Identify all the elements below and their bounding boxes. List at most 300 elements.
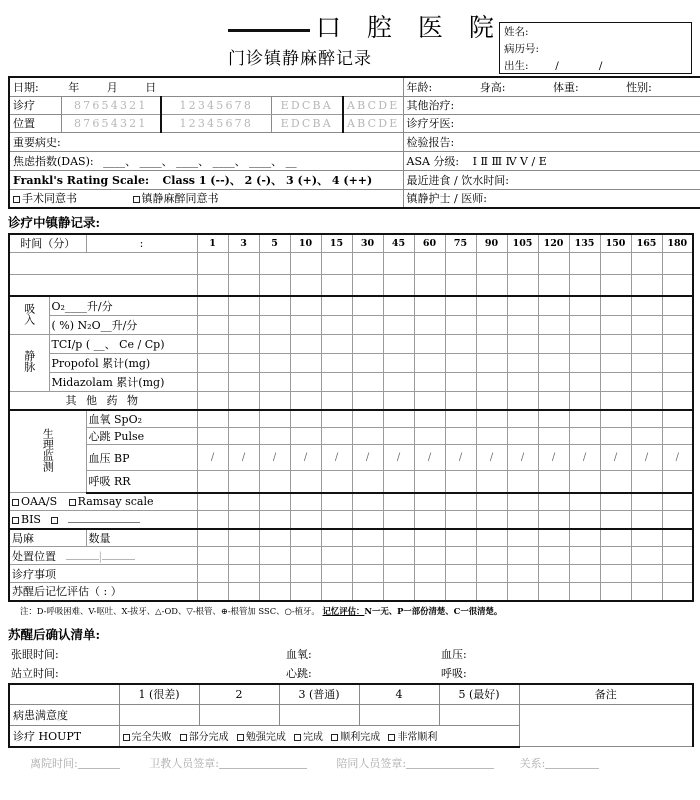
graph-cell[interactable] xyxy=(259,252,290,274)
data-cell[interactable] xyxy=(414,565,445,583)
data-cell[interactable] xyxy=(228,296,259,315)
data-cell[interactable] xyxy=(445,583,476,601)
tooth-upper-right[interactable]: 87654321 xyxy=(61,96,161,114)
data-cell[interactable] xyxy=(290,410,321,428)
data-cell[interactable] xyxy=(383,315,414,334)
data-cell[interactable] xyxy=(662,410,693,428)
data-cell[interactable] xyxy=(228,565,259,583)
data-cell[interactable] xyxy=(414,296,445,315)
data-cell[interactable] xyxy=(290,493,321,511)
data-cell[interactable] xyxy=(631,583,662,601)
graph-cell[interactable] xyxy=(662,252,693,274)
data-cell[interactable] xyxy=(228,391,259,410)
data-cell[interactable] xyxy=(259,296,290,315)
data-cell[interactable] xyxy=(414,372,445,391)
bp-cell[interactable]: / xyxy=(197,445,228,471)
data-cell[interactable] xyxy=(662,296,693,315)
data-cell[interactable] xyxy=(321,493,352,511)
data-cell[interactable] xyxy=(383,334,414,353)
data-cell[interactable] xyxy=(600,391,631,410)
data-cell[interactable] xyxy=(228,471,259,493)
data-cell[interactable] xyxy=(197,565,228,583)
data-cell[interactable] xyxy=(290,565,321,583)
data-cell[interactable] xyxy=(321,353,352,372)
data-cell[interactable] xyxy=(259,315,290,334)
data-cell[interactable] xyxy=(507,353,538,372)
bp-cell[interactable]: / xyxy=(352,445,383,471)
data-cell[interactable] xyxy=(445,547,476,565)
tooth-lower-right[interactable]: 87654321 xyxy=(61,114,161,132)
data-cell[interactable] xyxy=(476,547,507,565)
data-cell[interactable] xyxy=(600,428,631,445)
relation-blank[interactable] xyxy=(545,768,599,769)
data-cell[interactable] xyxy=(538,353,569,372)
data-cell[interactable] xyxy=(476,471,507,493)
data-cell[interactable] xyxy=(445,391,476,410)
graph-cell[interactable] xyxy=(445,252,476,274)
data-cell[interactable] xyxy=(352,315,383,334)
data-cell[interactable] xyxy=(662,511,693,529)
checkbox-ramsay[interactable] xyxy=(69,499,76,506)
data-cell[interactable] xyxy=(445,493,476,511)
data-cell[interactable] xyxy=(569,334,600,353)
data-cell[interactable] xyxy=(538,428,569,445)
data-cell[interactable] xyxy=(259,391,290,410)
bp-cell[interactable]: / xyxy=(321,445,352,471)
data-cell[interactable] xyxy=(321,471,352,493)
data-cell[interactable] xyxy=(445,334,476,353)
data-cell[interactable] xyxy=(352,529,383,547)
data-cell[interactable] xyxy=(476,410,507,428)
position-cross-right[interactable] xyxy=(102,559,135,560)
bis-other-blank[interactable] xyxy=(68,522,140,523)
data-cell[interactable] xyxy=(259,583,290,601)
data-cell[interactable] xyxy=(507,583,538,601)
data-cell[interactable] xyxy=(321,315,352,334)
data-cell[interactable] xyxy=(507,471,538,493)
data-cell[interactable] xyxy=(631,353,662,372)
bp-cell[interactable]: / xyxy=(445,445,476,471)
data-cell[interactable] xyxy=(290,583,321,601)
data-cell[interactable] xyxy=(321,547,352,565)
graph-cell[interactable] xyxy=(538,252,569,274)
data-cell[interactable] xyxy=(569,547,600,565)
graph-cell[interactable] xyxy=(290,274,321,296)
bp-cell[interactable]: / xyxy=(600,445,631,471)
bp-cell[interactable]: / xyxy=(259,445,290,471)
checkbox-sedation-consent[interactable] xyxy=(133,196,140,203)
bp-cell[interactable]: / xyxy=(631,445,662,471)
graph-cell[interactable] xyxy=(600,274,631,296)
data-cell[interactable] xyxy=(569,353,600,372)
data-cell[interactable] xyxy=(197,334,228,353)
data-cell[interactable] xyxy=(631,529,662,547)
data-cell[interactable] xyxy=(476,583,507,601)
graph-cell[interactable] xyxy=(569,252,600,274)
data-cell[interactable] xyxy=(600,529,631,547)
data-cell[interactable] xyxy=(321,296,352,315)
data-cell[interactable] xyxy=(321,391,352,410)
educator-sign-blank[interactable] xyxy=(219,768,307,769)
data-cell[interactable] xyxy=(352,391,383,410)
data-cell[interactable] xyxy=(600,493,631,511)
data-cell[interactable] xyxy=(445,353,476,372)
data-cell[interactable] xyxy=(321,583,352,601)
data-cell[interactable] xyxy=(631,296,662,315)
data-cell[interactable] xyxy=(197,511,228,529)
data-cell[interactable] xyxy=(321,529,352,547)
data-cell[interactable] xyxy=(507,529,538,547)
data-cell[interactable] xyxy=(414,529,445,547)
data-cell[interactable] xyxy=(414,315,445,334)
data-cell[interactable] xyxy=(321,511,352,529)
data-cell[interactable] xyxy=(352,471,383,493)
checkbox-bis-other[interactable] xyxy=(51,517,58,524)
data-cell[interactable] xyxy=(197,296,228,315)
data-cell[interactable] xyxy=(476,353,507,372)
bp-cell[interactable]: / xyxy=(569,445,600,471)
data-cell[interactable] xyxy=(507,315,538,334)
data-cell[interactable] xyxy=(507,410,538,428)
graph-cell[interactable] xyxy=(352,252,383,274)
graph-cell[interactable] xyxy=(352,274,383,296)
data-cell[interactable] xyxy=(445,296,476,315)
data-cell[interactable] xyxy=(569,428,600,445)
satisfaction-cell-5[interactable] xyxy=(439,705,519,726)
data-cell[interactable] xyxy=(290,315,321,334)
data-cell[interactable] xyxy=(383,391,414,410)
graph-cell[interactable] xyxy=(600,252,631,274)
data-cell[interactable] xyxy=(569,391,600,410)
graph-cell[interactable] xyxy=(414,274,445,296)
data-cell[interactable] xyxy=(507,428,538,445)
data-cell[interactable] xyxy=(507,296,538,315)
data-cell[interactable] xyxy=(290,547,321,565)
data-cell[interactable] xyxy=(538,334,569,353)
data-cell[interactable] xyxy=(507,511,538,529)
data-cell[interactable] xyxy=(197,315,228,334)
checkbox-houpt-1[interactable] xyxy=(123,734,130,741)
time-colon-cell[interactable]: : xyxy=(86,234,197,252)
data-cell[interactable] xyxy=(414,428,445,445)
bp-cell[interactable]: / xyxy=(538,445,569,471)
data-cell[interactable] xyxy=(662,334,693,353)
asa-values[interactable]: Ⅰ Ⅱ Ⅲ Ⅳ Ⅴ / E xyxy=(472,154,547,168)
data-cell[interactable] xyxy=(259,334,290,353)
data-cell[interactable] xyxy=(538,547,569,565)
graph-cell[interactable] xyxy=(414,252,445,274)
data-cell[interactable] xyxy=(538,315,569,334)
data-cell[interactable] xyxy=(569,296,600,315)
data-cell[interactable] xyxy=(538,471,569,493)
data-cell[interactable] xyxy=(476,391,507,410)
data-cell[interactable] xyxy=(600,372,631,391)
data-cell[interactable] xyxy=(259,547,290,565)
data-cell[interactable] xyxy=(290,529,321,547)
graph-cell[interactable] xyxy=(290,252,321,274)
graph-cell[interactable] xyxy=(383,252,414,274)
data-cell[interactable] xyxy=(600,410,631,428)
data-cell[interactable] xyxy=(600,583,631,601)
data-cell[interactable] xyxy=(290,334,321,353)
data-cell[interactable] xyxy=(445,428,476,445)
tooth-decid-lower-right[interactable]: EDCBA xyxy=(271,114,343,132)
data-cell[interactable] xyxy=(321,565,352,583)
data-cell[interactable] xyxy=(197,410,228,428)
data-cell[interactable] xyxy=(538,372,569,391)
graph-cell[interactable] xyxy=(259,274,290,296)
data-cell[interactable] xyxy=(445,529,476,547)
data-cell[interactable] xyxy=(383,428,414,445)
data-cell[interactable] xyxy=(197,547,228,565)
data-cell[interactable] xyxy=(662,428,693,445)
data-cell[interactable] xyxy=(352,583,383,601)
data-cell[interactable] xyxy=(600,315,631,334)
discharge-time-blank[interactable] xyxy=(78,768,120,769)
data-cell[interactable] xyxy=(414,410,445,428)
data-cell[interactable] xyxy=(228,353,259,372)
frankl-values[interactable]: Class 1 (--)、 2 (-)、 3 (+)、 4 (++) xyxy=(162,173,373,187)
data-cell[interactable] xyxy=(259,493,290,511)
data-cell[interactable] xyxy=(569,471,600,493)
bp-cell[interactable]: / xyxy=(383,445,414,471)
data-cell[interactable] xyxy=(290,511,321,529)
data-cell[interactable] xyxy=(414,547,445,565)
data-cell[interactable] xyxy=(476,511,507,529)
data-cell[interactable] xyxy=(197,493,228,511)
data-cell[interactable] xyxy=(662,583,693,601)
data-cell[interactable] xyxy=(383,583,414,601)
data-cell[interactable] xyxy=(228,529,259,547)
data-cell[interactable] xyxy=(259,471,290,493)
data-cell[interactable] xyxy=(476,296,507,315)
data-cell[interactable] xyxy=(383,547,414,565)
bp-cell[interactable]: / xyxy=(414,445,445,471)
checkbox-bis[interactable] xyxy=(12,517,19,524)
data-cell[interactable] xyxy=(259,511,290,529)
data-cell[interactable] xyxy=(321,410,352,428)
checkbox-houpt-4[interactable] xyxy=(294,734,301,741)
data-cell[interactable] xyxy=(445,471,476,493)
data-cell[interactable] xyxy=(569,410,600,428)
data-cell[interactable] xyxy=(476,315,507,334)
data-cell[interactable] xyxy=(259,372,290,391)
graph-label-blank-1[interactable] xyxy=(9,252,197,274)
graph-cell[interactable] xyxy=(197,274,228,296)
tooth-upper-left[interactable]: 12345678 xyxy=(161,96,271,114)
data-cell[interactable] xyxy=(259,353,290,372)
data-cell[interactable] xyxy=(352,565,383,583)
data-cell[interactable] xyxy=(538,410,569,428)
graph-cell[interactable] xyxy=(476,252,507,274)
data-cell[interactable] xyxy=(228,334,259,353)
data-cell[interactable] xyxy=(383,471,414,493)
graph-cell[interactable] xyxy=(228,252,259,274)
data-cell[interactable] xyxy=(476,529,507,547)
checkbox-houpt-5[interactable] xyxy=(331,734,338,741)
remarks-cell[interactable] xyxy=(519,705,693,747)
position-cross-left[interactable] xyxy=(66,559,99,560)
graph-cell[interactable] xyxy=(507,252,538,274)
data-cell[interactable] xyxy=(476,565,507,583)
das-blanks[interactable]: ____、 ____、 ____、 ____、 ____、 __ xyxy=(103,154,297,168)
data-cell[interactable] xyxy=(445,511,476,529)
graph-label-blank-2[interactable] xyxy=(9,274,197,296)
satisfaction-cell-4[interactable] xyxy=(359,705,439,726)
data-cell[interactable] xyxy=(290,296,321,315)
graph-cell[interactable] xyxy=(507,274,538,296)
graph-cell[interactable] xyxy=(631,252,662,274)
data-cell[interactable] xyxy=(290,391,321,410)
data-cell[interactable] xyxy=(228,410,259,428)
graph-cell[interactable] xyxy=(445,274,476,296)
data-cell[interactable] xyxy=(569,529,600,547)
data-cell[interactable] xyxy=(507,493,538,511)
data-cell[interactable] xyxy=(569,583,600,601)
data-cell[interactable] xyxy=(228,511,259,529)
data-cell[interactable] xyxy=(352,353,383,372)
satisfaction-cell-1[interactable] xyxy=(119,705,199,726)
satisfaction-cell-3[interactable] xyxy=(279,705,359,726)
data-cell[interactable] xyxy=(507,565,538,583)
tooth-lower-left[interactable]: 12345678 xyxy=(161,114,271,132)
data-cell[interactable] xyxy=(662,372,693,391)
data-cell[interactable] xyxy=(290,372,321,391)
data-cell[interactable] xyxy=(383,565,414,583)
data-cell[interactable] xyxy=(383,529,414,547)
data-cell[interactable] xyxy=(631,372,662,391)
checkbox-oaas[interactable] xyxy=(12,499,19,506)
checkbox-houpt-3[interactable] xyxy=(237,734,244,741)
data-cell[interactable] xyxy=(600,565,631,583)
data-cell[interactable] xyxy=(352,428,383,445)
graph-cell[interactable] xyxy=(662,274,693,296)
data-cell[interactable] xyxy=(538,493,569,511)
data-cell[interactable] xyxy=(321,334,352,353)
data-cell[interactable] xyxy=(662,493,693,511)
bp-cell[interactable]: / xyxy=(507,445,538,471)
graph-cell[interactable] xyxy=(631,274,662,296)
data-cell[interactable] xyxy=(383,372,414,391)
graph-cell[interactable] xyxy=(476,274,507,296)
satisfaction-cell-2[interactable] xyxy=(199,705,279,726)
data-cell[interactable] xyxy=(259,529,290,547)
bp-cell[interactable]: / xyxy=(476,445,507,471)
data-cell[interactable] xyxy=(662,547,693,565)
data-cell[interactable] xyxy=(352,296,383,315)
data-cell[interactable] xyxy=(290,353,321,372)
data-cell[interactable] xyxy=(569,493,600,511)
data-cell[interactable] xyxy=(662,315,693,334)
data-cell[interactable] xyxy=(600,511,631,529)
data-cell[interactable] xyxy=(631,315,662,334)
bp-cell[interactable]: / xyxy=(228,445,259,471)
data-cell[interactable] xyxy=(383,296,414,315)
data-cell[interactable] xyxy=(259,428,290,445)
data-cell[interactable] xyxy=(445,565,476,583)
data-cell[interactable] xyxy=(662,391,693,410)
data-cell[interactable] xyxy=(414,391,445,410)
graph-cell[interactable] xyxy=(383,274,414,296)
graph-cell[interactable] xyxy=(569,274,600,296)
checkbox-houpt-2[interactable] xyxy=(180,734,187,741)
graph-cell[interactable] xyxy=(321,252,352,274)
data-cell[interactable] xyxy=(569,315,600,334)
data-cell[interactable] xyxy=(662,565,693,583)
data-cell[interactable] xyxy=(197,583,228,601)
checkbox-houpt-6[interactable] xyxy=(388,734,395,741)
data-cell[interactable] xyxy=(631,334,662,353)
data-cell[interactable] xyxy=(631,511,662,529)
data-cell[interactable] xyxy=(600,296,631,315)
escort-sign-blank[interactable] xyxy=(406,768,494,769)
data-cell[interactable] xyxy=(631,493,662,511)
bp-cell[interactable]: / xyxy=(662,445,693,471)
data-cell[interactable] xyxy=(631,471,662,493)
data-cell[interactable] xyxy=(259,565,290,583)
data-cell[interactable] xyxy=(352,334,383,353)
data-cell[interactable] xyxy=(352,410,383,428)
data-cell[interactable] xyxy=(414,353,445,372)
data-cell[interactable] xyxy=(259,410,290,428)
data-cell[interactable] xyxy=(445,372,476,391)
data-cell[interactable] xyxy=(352,493,383,511)
data-cell[interactable] xyxy=(476,428,507,445)
data-cell[interactable] xyxy=(414,471,445,493)
tooth-decid-left[interactable]: ABCDE xyxy=(343,96,403,114)
data-cell[interactable] xyxy=(228,372,259,391)
data-cell[interactable] xyxy=(476,372,507,391)
data-cell[interactable] xyxy=(290,428,321,445)
data-cell[interactable] xyxy=(538,529,569,547)
data-cell[interactable] xyxy=(197,391,228,410)
graph-cell[interactable] xyxy=(538,274,569,296)
data-cell[interactable] xyxy=(631,410,662,428)
data-cell[interactable] xyxy=(538,296,569,315)
data-cell[interactable] xyxy=(507,372,538,391)
data-cell[interactable] xyxy=(197,353,228,372)
data-cell[interactable] xyxy=(383,353,414,372)
data-cell[interactable] xyxy=(569,565,600,583)
data-cell[interactable] xyxy=(321,428,352,445)
data-cell[interactable] xyxy=(445,410,476,428)
data-cell[interactable] xyxy=(290,471,321,493)
data-cell[interactable] xyxy=(228,493,259,511)
graph-cell[interactable] xyxy=(321,274,352,296)
data-cell[interactable] xyxy=(600,353,631,372)
data-cell[interactable] xyxy=(228,315,259,334)
data-cell[interactable] xyxy=(445,315,476,334)
data-cell[interactable] xyxy=(600,334,631,353)
tooth-decid-lower-left[interactable]: ABCDE xyxy=(343,114,403,132)
data-cell[interactable] xyxy=(662,471,693,493)
data-cell[interactable] xyxy=(507,547,538,565)
data-cell[interactable] xyxy=(631,547,662,565)
data-cell[interactable] xyxy=(414,583,445,601)
data-cell[interactable] xyxy=(600,471,631,493)
data-cell[interactable] xyxy=(631,565,662,583)
data-cell[interactable] xyxy=(631,391,662,410)
data-cell[interactable] xyxy=(383,511,414,529)
data-cell[interactable] xyxy=(352,547,383,565)
data-cell[interactable] xyxy=(228,428,259,445)
checkbox-surgery-consent[interactable] xyxy=(13,196,20,203)
graph-cell[interactable] xyxy=(197,252,228,274)
data-cell[interactable] xyxy=(383,493,414,511)
data-cell[interactable] xyxy=(197,471,228,493)
data-cell[interactable] xyxy=(383,410,414,428)
data-cell[interactable] xyxy=(197,372,228,391)
